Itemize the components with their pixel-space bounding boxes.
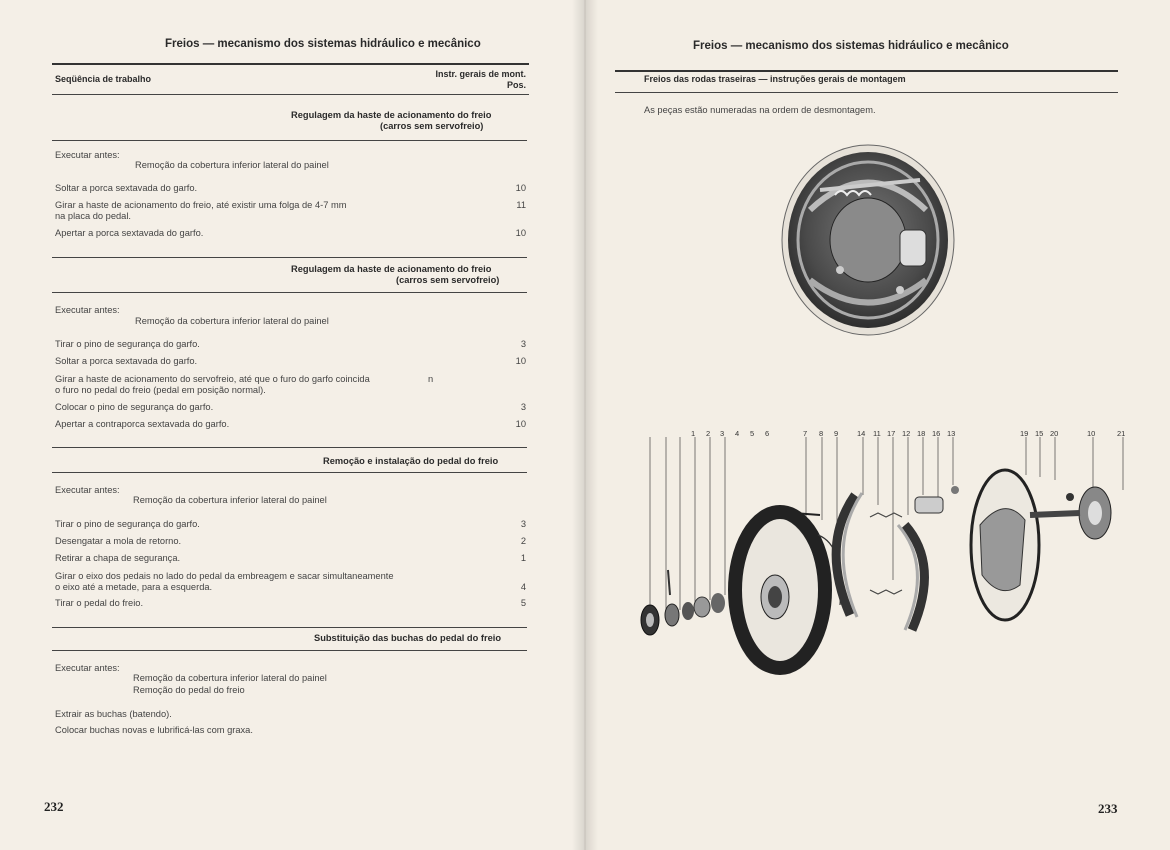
step-pos: 1 bbox=[520, 553, 526, 563]
right-page bbox=[585, 0, 1170, 850]
intro-text: As peças estão numeradas na ordem de desmontagem. bbox=[644, 105, 876, 115]
callout-number: 15 bbox=[1035, 429, 1044, 438]
step-text: Apertar a porca sextavada do garfo. bbox=[55, 228, 204, 238]
step-pos: 10 bbox=[515, 228, 526, 238]
step-text: Girar a haste de acionamento do servofreio, até que o furo do garfo coincida bbox=[55, 374, 370, 384]
header-rule bbox=[615, 70, 1118, 72]
callout-number: 8 bbox=[819, 429, 824, 438]
callout-number: 20 bbox=[1050, 429, 1059, 438]
step-pos: 5 bbox=[520, 598, 526, 608]
callout-number: 7 bbox=[803, 429, 808, 438]
step-pos: 10 bbox=[515, 356, 526, 366]
step-pos: 10 bbox=[515, 419, 526, 429]
section-subtitle: Freios das rodas traseiras — instruções gerais de montagem bbox=[644, 74, 906, 84]
step-text-cont: o eixo até a metade, para a esquerda. bbox=[55, 582, 213, 592]
brake-assembly-photo bbox=[780, 140, 955, 340]
step-text: Tirar o pino de segurança do garfo. bbox=[55, 339, 200, 349]
before-label: Executar antes: bbox=[55, 150, 120, 160]
before-item: Remoção da cobertura inferior lateral do painel bbox=[135, 316, 329, 326]
step-text: Colocar o pino de segurança do garfo. bbox=[55, 402, 214, 412]
callout-number: 11 bbox=[873, 429, 881, 438]
before-item: Remoção da cobertura inferior lateral do painel bbox=[133, 673, 327, 683]
before-label: Executar antes: bbox=[55, 485, 120, 495]
before-item: Remoção da cobertura inferior lateral do painel bbox=[135, 160, 329, 170]
callout-number: 19 bbox=[1020, 429, 1029, 438]
callout-number: 2 bbox=[706, 429, 711, 438]
page-title: Freios — mecanismo dos sistemas hidráulico e mecânico bbox=[165, 38, 481, 50]
column-header-pos: Pos. bbox=[506, 80, 526, 90]
step-pos: 2 bbox=[520, 536, 526, 546]
step-text-cont: na placa do pedal. bbox=[55, 211, 131, 221]
divider bbox=[615, 92, 1118, 93]
step-text: Soltar a porca sextavada do garfo. bbox=[55, 356, 198, 366]
callout-number: 17 bbox=[887, 429, 896, 438]
callout-number: 9 bbox=[834, 429, 839, 438]
step-text: Tirar o pedal do freio. bbox=[55, 598, 144, 608]
exploded-view-diagram bbox=[630, 425, 1140, 680]
section-title: Remoção e instalação do pedal do freio bbox=[323, 456, 499, 466]
before-item: Remoção do pedal do freio bbox=[133, 685, 245, 695]
divider bbox=[52, 627, 527, 628]
callout-number: 14 bbox=[857, 429, 866, 438]
callout-number: 18 bbox=[917, 429, 926, 438]
step-text: Retirar a chapa de segurança. bbox=[55, 553, 181, 563]
divider bbox=[52, 472, 527, 473]
step-pos: 3 bbox=[520, 519, 526, 529]
page-number: 233 bbox=[1098, 801, 1118, 816]
step-text: Soltar a porca sextavada do garfo. bbox=[55, 183, 198, 193]
step-pos: 3 bbox=[520, 339, 526, 349]
callout-number: 16 bbox=[932, 429, 941, 438]
header-rule bbox=[52, 63, 529, 65]
page-number: 232 bbox=[44, 799, 64, 814]
step-text: Apertar a contraporca sextavada do garfo. bbox=[55, 419, 230, 429]
step-text-fragment: n bbox=[428, 374, 434, 384]
divider bbox=[52, 650, 527, 651]
callout-number: 13 bbox=[947, 429, 956, 438]
divider bbox=[52, 94, 529, 95]
page-title: Freios — mecanismo dos sistemas hidráulico e mecânico bbox=[693, 40, 1009, 52]
callout-number: 5 bbox=[750, 429, 755, 438]
divider bbox=[52, 292, 527, 293]
section-title: Regulagem da haste de acionamento do freio bbox=[291, 264, 492, 274]
section-subtitle: (carros sem servofreio) bbox=[396, 275, 500, 285]
step-text: Girar a haste de acionamento do freio, até existir uma folga de 4-7 mm bbox=[55, 200, 347, 210]
step-pos: 11 bbox=[516, 200, 526, 210]
before-label: Executar antes: bbox=[55, 663, 120, 673]
step-text: Girar o eixo dos pedais no lado do pedal da embreagem e sacar simultaneamente bbox=[55, 571, 394, 581]
section-title: Substituição das buchas do pedal do freio bbox=[314, 633, 501, 643]
column-header-sequence: Seqüência de trabalho bbox=[55, 74, 152, 84]
before-label: Executar antes: bbox=[55, 305, 120, 315]
callout-number: 21 bbox=[1117, 429, 1126, 438]
column-header-instr: Instr. gerais de mont. bbox=[435, 69, 526, 79]
step-text-cont: o furo no pedal do freio (pedal em posição normal). bbox=[55, 385, 266, 395]
before-item: Remoção da cobertura inferior lateral do painel bbox=[133, 495, 327, 505]
step-text: Tirar o pino de segurança do garfo. bbox=[55, 519, 200, 529]
divider bbox=[52, 140, 527, 141]
divider bbox=[52, 447, 527, 448]
callout-number: 4 bbox=[735, 429, 740, 438]
step-pos: 4 bbox=[520, 582, 526, 592]
callout-number: 12 bbox=[902, 429, 911, 438]
callout-number: 6 bbox=[765, 429, 770, 438]
callout-number: 1 bbox=[691, 429, 696, 438]
divider bbox=[52, 257, 527, 258]
callout-number: 10 bbox=[1087, 429, 1096, 438]
step-pos: 3 bbox=[520, 402, 526, 412]
section-subtitle: (carros sem servofreio) bbox=[380, 121, 484, 131]
step-text: Colocar buchas novas e lubrificá-las com graxa. bbox=[55, 725, 253, 735]
step-text: Desengatar a mola de retorno. bbox=[55, 536, 182, 546]
book-gutter bbox=[572, 0, 598, 850]
section-title: Regulagem da haste de acionamento do freio bbox=[291, 110, 492, 120]
step-pos: 10 bbox=[515, 183, 526, 193]
step-text: Extrair as buchas (batendo). bbox=[55, 709, 172, 719]
callout-number: 3 bbox=[720, 429, 725, 438]
